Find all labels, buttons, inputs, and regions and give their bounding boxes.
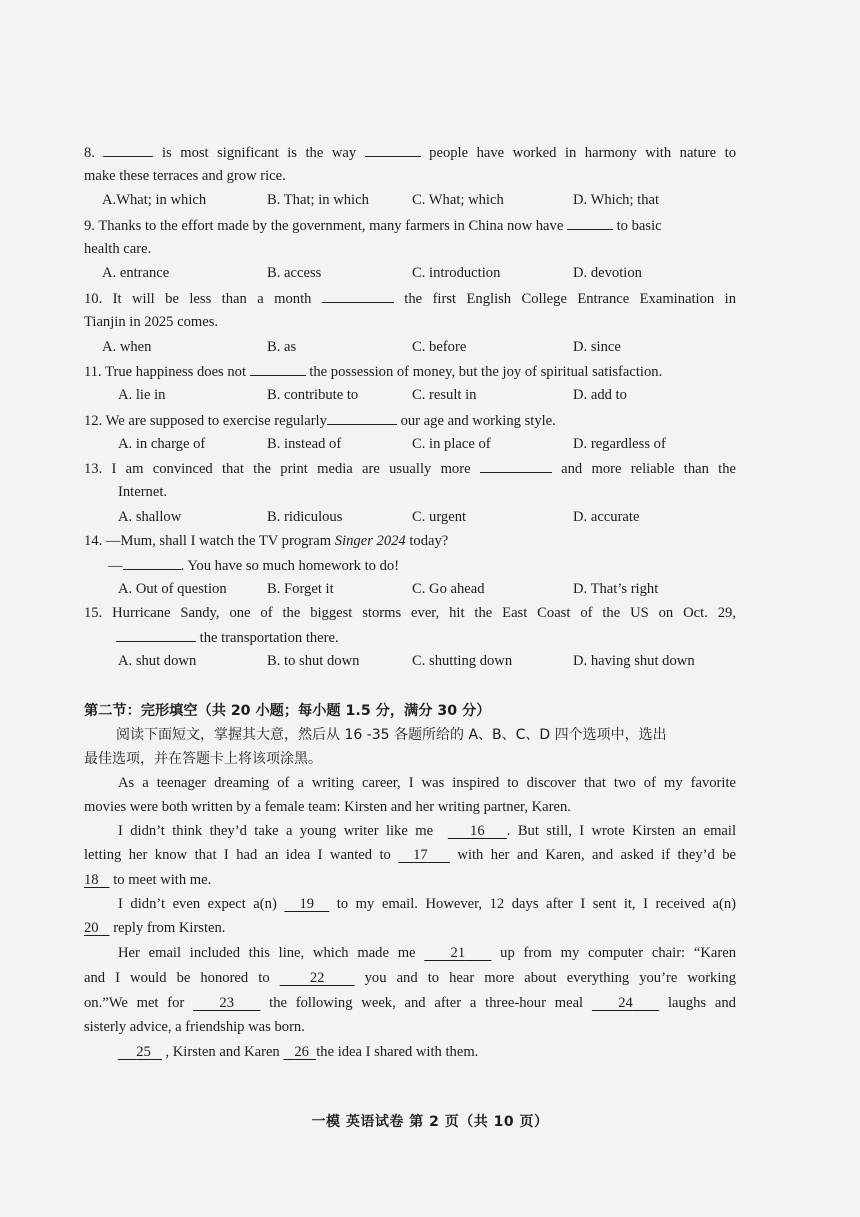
blank-16 <box>448 823 507 839</box>
passage-paragraph-1: As a teenager dreaming of a writing career, I was inspired to discover that two of my favorite <box>118 775 736 791</box>
passage-paragraph-2 <box>118 821 736 841</box>
question-11 <box>84 361 736 382</box>
q10-option-d: D. since <box>573 339 621 355</box>
question-14 <box>84 531 736 551</box>
q10-option-c: C. before <box>412 339 467 355</box>
program-title: Singer 2024 <box>334 533 406 549</box>
passage-text: I didn’t think they’d take a young writer like me <box>118 823 434 839</box>
passage-text: the following week, and after a three-hour meal <box>260 995 592 1011</box>
q8-option-b: B. That; in which <box>267 192 369 208</box>
question-8-continued: make these terraces and grow rice. <box>84 168 286 184</box>
answer-blank <box>250 361 306 376</box>
passage-text: you and to hear more about everything you’re working <box>354 970 736 986</box>
answer-blank <box>567 215 613 230</box>
passage-text: to meet with me. <box>109 872 212 888</box>
passage-text: Her email included this line, which made me <box>118 945 425 961</box>
blank-number: 20 <box>84 920 99 936</box>
blank-number: 24 <box>618 995 633 1011</box>
question-text: 14. —Mum, shall I watch the TV program <box>84 533 335 549</box>
passage-paragraph-4-line-2 <box>84 968 736 988</box>
question-8 <box>84 142 736 163</box>
section-instructions: 阅读下面短文，掌握其大意，然后从 16 -35 各题所给的 A、B、C、D 四个选项中，选出 <box>116 727 667 743</box>
q12-option-a: A. in charge of <box>118 436 206 452</box>
passage-paragraph-4 <box>118 943 736 963</box>
passage-paragraph-2-line-3 <box>84 870 736 890</box>
passage-text: the idea I shared with them. <box>316 1044 479 1060</box>
question-text: 9. Thanks to the effort made by the government, many farmers in China now have <box>84 218 567 234</box>
q13-option-b: B. ridiculous <box>267 509 343 525</box>
passage-text: reply from Kirsten. <box>109 920 226 936</box>
q11-option-b: B. contribute to <box>267 387 359 403</box>
q11-option-d: D. add to <box>573 387 627 403</box>
q8-option-c: C. What; which <box>412 192 504 208</box>
question-text: 11. True happiness does not <box>84 364 250 380</box>
passage-paragraph-4-line-4: sisterly advice, a friendship was born. <box>84 1019 305 1035</box>
answer-blank <box>327 410 397 425</box>
answer-blank <box>116 627 196 642</box>
question-text: the transportation there. <box>196 630 339 646</box>
section-heading: 第二节：完形填空（共 20 小题；每小题 1.5 分，满分 30 分） <box>84 703 491 719</box>
question-9-continued: health care. <box>84 241 152 257</box>
blank-number: 26 <box>294 1044 309 1060</box>
question-text: the first English College Entrance Examination in <box>393 291 736 307</box>
passage-paragraph-4-line-3 <box>84 993 736 1013</box>
passage-paragraph-3 <box>118 894 736 914</box>
blank-number: 21 <box>450 945 466 961</box>
passage-paragraph-3-line-2 <box>84 918 736 938</box>
q9-option-b: B. access <box>267 265 322 281</box>
question-text: . You have so much homework to do! <box>180 558 400 574</box>
question-15-continued <box>116 627 339 648</box>
blank-22 <box>280 970 355 986</box>
page-footer: 一模 英语试卷 第 2 页（共 10 页） <box>311 1114 549 1130</box>
q14-option-d: D. That’s right <box>573 581 659 597</box>
answer-blank <box>322 288 394 303</box>
answer-blank <box>365 142 421 157</box>
passage-paragraph-2-line-2 <box>84 845 736 865</box>
answer-blank <box>103 142 153 157</box>
q9-option-a: A. entrance <box>102 265 170 281</box>
blank-25 <box>118 1044 162 1060</box>
question-13 <box>84 458 736 479</box>
q15-option-a: A. shut down <box>118 653 197 669</box>
q9-option-d: D. devotion <box>573 265 642 281</box>
passage-paragraph-1-continued: movies were both written by a female team: Kirsten and her writing partner, Karen. <box>84 799 571 815</box>
dash: — <box>108 558 123 574</box>
passage-text: on.”We met for <box>84 995 194 1011</box>
answer-blank <box>123 555 181 570</box>
question-text: 12. We are supposed to exercise regularly <box>84 413 327 429</box>
q12-option-d: D. regardless of <box>573 436 666 452</box>
blank-26 <box>283 1044 316 1060</box>
blank-19 <box>284 896 329 912</box>
q15-option-b: B. to shut down <box>267 653 360 669</box>
question-12 <box>84 410 736 431</box>
blank-number: 16 <box>470 823 485 839</box>
blank-number: 23 <box>219 995 235 1011</box>
blank-number: 18 <box>84 872 99 888</box>
question-9 <box>84 215 736 236</box>
blank-24 <box>592 995 659 1011</box>
q11-option-c: C. result in <box>412 387 477 403</box>
q13-option-a: A. shallow <box>118 509 182 525</box>
passage-text: and I would be honored to <box>84 970 280 986</box>
question-15: 15. Hurricane Sandy, one of the biggest storms ever, hit the East Coast of the US on Oct. 29, <box>84 605 736 621</box>
question-10-continued: Tianjin in 2025 comes. <box>84 314 219 330</box>
passage-text: up from my computer chair: “Karen <box>491 945 736 961</box>
question-10 <box>84 288 736 309</box>
question-text: our age and working style. <box>396 413 556 429</box>
q15-option-d: D. having shut down <box>573 653 695 669</box>
question-13-continued: Internet. <box>118 484 168 500</box>
q13-option-d: D. accurate <box>573 509 640 525</box>
passage-text: laughs and <box>659 995 736 1011</box>
q14-option-a: A. Out of question <box>118 581 227 597</box>
q9-option-c: C. introduction <box>412 265 501 281</box>
q12-option-c: C. in place of <box>412 436 491 452</box>
q10-option-a: A. when <box>102 339 152 355</box>
question-text: is most significant is the way <box>153 145 365 161</box>
blank-number: 22 <box>309 970 325 986</box>
blank-21 <box>424 945 491 961</box>
question-text: and more reliable than the <box>551 461 736 477</box>
blank-number: 17 <box>413 847 428 863</box>
blank-17 <box>398 847 450 863</box>
q13-option-c: C. urgent <box>412 509 467 525</box>
question-text: 10. It will be less than a month <box>84 291 322 307</box>
q8-option-a: A.What; in which <box>102 192 207 208</box>
question-text: people have worked in harmony with nature to <box>420 145 736 161</box>
answer-blank <box>480 458 552 473</box>
q14-option-b: B. Forget it <box>267 581 334 597</box>
q10-option-b: B. as <box>267 339 297 355</box>
question-text: to basic <box>612 218 662 234</box>
question-number: 8. <box>84 145 95 161</box>
passage-text: letting her know that I had an idea I wanted to <box>84 847 399 863</box>
passage-text: , Kirsten and Karen <box>161 1044 284 1060</box>
q8-option-d: D. Which; that <box>573 192 660 208</box>
question-text: 13. I am convinced that the print media are usually more <box>84 461 480 477</box>
blank-18 <box>84 872 110 888</box>
passage-paragraph-5 <box>118 1042 736 1062</box>
blank-number: 19 <box>299 896 315 912</box>
q15-option-c: C. shutting down <box>412 653 513 669</box>
passage-text: I didn’t even expect a(n) <box>118 896 285 912</box>
q14-option-c: C. Go ahead <box>412 581 485 597</box>
question-14-reply <box>108 555 399 576</box>
question-text: the possession of money, but the joy of spiritual satisfaction. <box>305 364 663 380</box>
passage-text: . But still, I wrote Kirsten an email <box>506 823 737 839</box>
passage-text: to my email. However, 12 days after I sent it, I received a(n) <box>329 896 737 912</box>
passage-text: with her and Karen, and asked if they’d be <box>449 847 737 863</box>
question-text: today? <box>405 533 449 549</box>
blank-20 <box>84 920 110 936</box>
blank-23 <box>193 995 260 1011</box>
section-instructions-continued: 最佳选项，并在答题卡上将该项涂黑。 <box>84 751 322 767</box>
q11-option-a: A. lie in <box>118 387 166 403</box>
blank-number: 25 <box>136 1044 151 1060</box>
q12-option-b: B. instead of <box>267 436 342 452</box>
